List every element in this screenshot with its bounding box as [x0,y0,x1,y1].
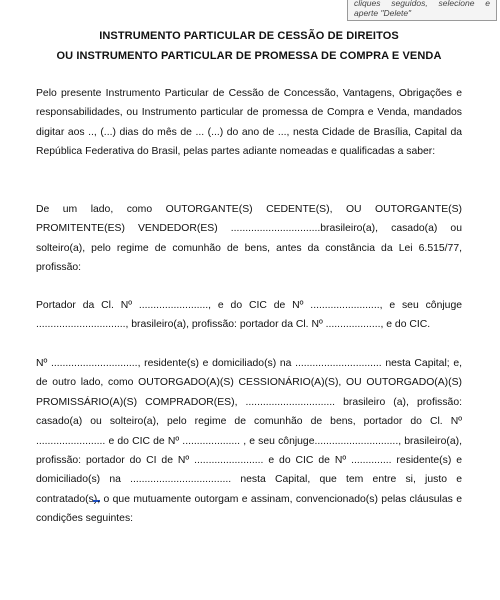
callout-text: cliques seguidos, selecione e aperte "Delete" [354,0,490,18]
paragraph-outorgado [36,354,462,529]
paragraph-outorgado-text-a: Nº .............................., residente(s) e domiciliado(s) na .............................. nesta Capital; e, de outro lado, como OUTORGADO(A)(S) CESSIONÁRIO(A)(S), OU OUTORGADO(A)(S) PROMISSÁRIO(A)(S) COMPRADOR(ES), ............................... brasileiro (a), profissão: casado(a) ou solteiro(a), pelo regime de comunhão de bens, portador do Cl. Nº ........................ e do CIC de Nº .................... , e seu cônjuge............................., brasileiro(a), profissão: portador do CI de Nº ........................ e do CIC de Nº .............. residente(s) e domiciliado(s) na ................................... nesta Capital, que tem entre si, justo e contratado(s) [36,358,462,505]
paragraph-intro: Pelo presente Instrumento Particular de Cessão de Concessão, Vantagens, Obrigações e responsabilidades, ou Instrumento particular de promessa de Compra e Venda, mandados digitar aos .., (...) dias do mês de ... (...) do ano de ..., nesta Cidade de Brasília, Capital da República Federativa do Brasil, pelas partes adiante nomeadas e qualificadas a saber: [36,88,462,158]
document-title-line-2: OU INSTRUMENTO PARTICULAR DE PROMESSA DE COMPRA E VENDA [56,50,442,62]
paragraph-outorgante: De um lado, como OUTORGANTE(S) CEDENTE(S), OU OUTORGANTE(S) PROMITENTE(ES) VENDEDOR(ES) ...............................brasileiro(a), casado(a) ou solteiro(a), pelo regime de comunhão de bens, antes da constância da Lei 6.515/77, profissão: [36,204,462,274]
paragraph-outorgado-text-b: , o que mutuamente outorgam e assinam, convencionado(s) pelas cláusulas e condições seguintes: [36,493,462,525]
document-title-line-1: INSTRUMENTO PARTICULAR DE CESSÃO DE DIREITOS [99,30,399,42]
document-page [36,22,462,525]
instruction-callout [347,0,497,21]
paragraph-portador: Portador da Cl. Nº ........................, e do CIC de Nº ........................, e seu cônjuge ..............................., brasileiro(a), profissão: portador da Cl. Nº ..................., e do CIC. [36,300,462,331]
